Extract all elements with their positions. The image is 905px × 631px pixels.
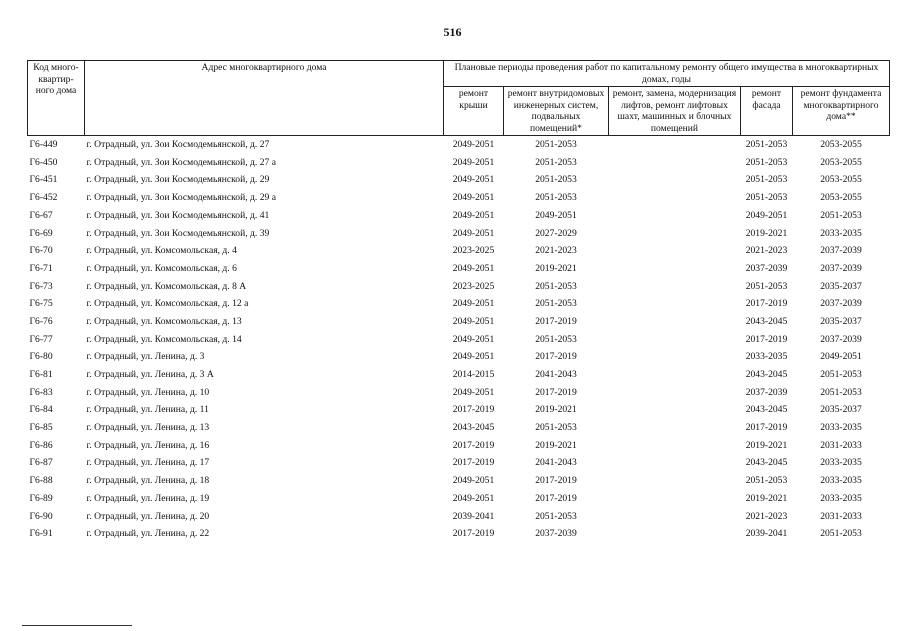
cell-address: г. Отрадный, ул. Ленина, д. 3	[86, 351, 205, 363]
cell-code: Г6-452	[29, 192, 58, 204]
table-row	[28, 507, 890, 525]
cell-elevators	[609, 313, 741, 331]
cell-facade: 2043-2045	[745, 315, 788, 327]
cell-systems: 2051-2053	[535, 422, 577, 434]
cell-elevators	[609, 171, 741, 189]
cell-roof: 2049-2051	[452, 262, 495, 274]
cell-code: Г6-69	[29, 227, 53, 239]
table-row	[28, 331, 890, 349]
cell-foundation: 2037-2039	[820, 333, 862, 345]
cell-address: г. Отрадный, ул. Комсомольская, д. 13	[86, 315, 242, 327]
cell-roof: 2049-2051	[452, 156, 495, 168]
cell-foundation: 2037-2039	[820, 245, 862, 257]
cell-code: Г6-75	[29, 298, 53, 310]
cell-systems: 2021-2023	[535, 245, 577, 257]
cell-systems: 2037-2039	[535, 528, 577, 540]
cell-facade: 2021-2023	[745, 245, 788, 257]
cell-systems: 2041-2043	[535, 457, 577, 469]
cell-elevators	[609, 525, 741, 543]
cell-roof: 2049-2051	[452, 298, 495, 310]
cell-code: Г6-80	[29, 351, 53, 363]
cell-code: Г6-90	[29, 510, 53, 522]
cell-roof: 2017-2019	[452, 404, 495, 416]
table-row	[28, 437, 890, 455]
cell-elevators	[609, 331, 741, 349]
cell-elevators	[609, 366, 741, 384]
cell-foundation: 2051-2053	[820, 528, 862, 540]
cell-facade: 2017-2019	[745, 298, 788, 310]
header-foundation: ремонт фундамента многоквартирного дома**	[793, 87, 890, 136]
cell-foundation: 2053-2055	[820, 174, 862, 186]
cell-systems: 2017-2019	[535, 475, 577, 487]
table-row	[28, 242, 890, 260]
cell-roof: 2023-2025	[452, 245, 495, 257]
cell-elevators	[609, 154, 741, 172]
cell-address: г. Отрадный, ул. Ленина, д. 22	[86, 528, 210, 540]
cell-address: г. Отрадный, ул. Ленина, д. 11	[86, 404, 209, 416]
cell-foundation: 2037-2039	[820, 262, 862, 274]
cell-roof: 2049-2051	[452, 209, 495, 221]
cell-roof: 2049-2051	[452, 315, 495, 327]
cell-foundation: 2035-2037	[820, 280, 862, 292]
cell-code: Г6-76	[29, 315, 53, 327]
header-periods-group: Плановые периоды проведения работ по капитальному ремонту общего имущества в многоквартирных домах, годы	[444, 61, 890, 87]
table-row	[28, 260, 890, 278]
cell-address: г. Отрадный, ул. Зои Космодемьянской, д. 27 а	[86, 156, 276, 168]
cell-address: г. Отрадный, ул. Комсомольская, д. 6	[86, 262, 237, 274]
cell-code: Г6-88	[29, 475, 53, 487]
cell-systems: 2041-2043	[535, 369, 577, 381]
cell-elevators	[609, 437, 741, 455]
header-address: Адрес многоквартирного дома	[85, 61, 444, 136]
cell-facade: 2033-2035	[745, 351, 788, 363]
cell-roof: 2049-2051	[452, 386, 495, 398]
cell-elevators	[609, 507, 741, 525]
cell-code: Г6-449	[29, 139, 58, 151]
cell-facade: 2019-2021	[745, 439, 788, 451]
table-row	[28, 278, 890, 296]
cell-elevators	[609, 260, 741, 278]
cell-address: г. Отрадный, ул. Ленина, д. 3 А	[86, 369, 214, 381]
cell-systems: 2051-2053	[535, 139, 577, 151]
cell-facade: 2037-2039	[745, 262, 788, 274]
header-facade: ремонт фасада	[741, 87, 793, 136]
cell-code: Г6-89	[29, 492, 53, 504]
cell-address: г. Отрадный, ул. Ленина, д. 17	[86, 457, 210, 469]
cell-elevators	[609, 348, 741, 366]
cell-facade: 2051-2053	[745, 156, 788, 168]
header-code: Код много- квартир- ного дома	[28, 61, 85, 136]
cell-facade: 2017-2019	[745, 333, 788, 345]
cell-foundation: 2031-2033	[820, 439, 862, 451]
cell-facade: 2017-2019	[745, 422, 788, 434]
cell-facade: 2037-2039	[745, 386, 788, 398]
cell-systems: 2051-2053	[535, 174, 577, 186]
cell-foundation: 2051-2053	[820, 369, 862, 381]
cell-facade: 2021-2023	[745, 510, 788, 522]
table-row	[28, 401, 890, 419]
table-row	[28, 154, 890, 172]
cell-elevators	[609, 189, 741, 207]
cell-foundation: 2035-2037	[820, 404, 862, 416]
cell-facade: 2051-2053	[745, 139, 788, 151]
cell-roof: 2023-2025	[452, 280, 495, 292]
footnote-divider	[22, 625, 132, 626]
cell-address: г. Отрадный, ул. Зои Космодемьянской, д. 39	[86, 227, 270, 239]
cell-address: г. Отрадный, ул. Зои Космодемьянской, д. 41	[86, 209, 270, 221]
cell-foundation: 2051-2053	[820, 386, 862, 398]
table-row	[28, 171, 890, 189]
cell-elevators	[609, 401, 741, 419]
cell-roof: 2049-2051	[452, 192, 495, 204]
cell-roof: 2017-2019	[452, 439, 495, 451]
cell-facade: 2019-2021	[745, 492, 788, 504]
cell-elevators	[609, 490, 741, 508]
cell-roof: 2014-2015	[452, 369, 495, 381]
cell-roof: 2049-2051	[452, 492, 495, 504]
header-systems: ремонт внутридомовых инженерных систем, подвальных помещений*	[504, 87, 609, 136]
cell-roof: 2017-2019	[452, 528, 495, 540]
cell-code: Г6-86	[29, 439, 53, 451]
cell-address: г. Отрадный, ул. Ленина, д. 18	[86, 475, 210, 487]
cell-facade: 2043-2045	[745, 369, 788, 381]
cell-address: г. Отрадный, ул. Комсомольская, д. 4	[86, 245, 237, 257]
cell-facade: 2039-2041	[745, 528, 788, 540]
cell-foundation: 2053-2055	[820, 192, 862, 204]
cell-address: г. Отрадный, ул. Ленина, д. 10	[86, 386, 210, 398]
cell-foundation: 2033-2035	[820, 422, 862, 434]
cell-elevators	[609, 472, 741, 490]
cell-address: г. Отрадный, ул. Зои Космодемьянской, д. 29 а	[86, 192, 276, 204]
header-roof: ремонт крыши	[444, 87, 504, 136]
cell-elevators	[609, 295, 741, 313]
cell-facade: 2043-2045	[745, 457, 788, 469]
cell-roof: 2049-2051	[452, 139, 495, 151]
cell-elevators	[609, 419, 741, 437]
cell-elevators	[609, 242, 741, 260]
cell-code: Г6-71	[29, 262, 53, 274]
cell-systems: 2017-2019	[535, 492, 577, 504]
cell-address: г. Отрадный, ул. Ленина, д. 16	[86, 439, 210, 451]
cell-code: Г6-67	[29, 209, 53, 221]
cell-address: г. Отрадный, ул. Ленина, д. 13	[86, 422, 210, 434]
cell-elevators	[609, 278, 741, 296]
cell-address: г. Отрадный, ул. Зои Космодемьянской, д. 29	[86, 174, 270, 186]
cell-foundation: 2049-2051	[820, 351, 862, 363]
table-row	[28, 207, 890, 225]
cell-elevators	[609, 224, 741, 242]
cell-roof: 2017-2019	[452, 457, 495, 469]
cell-foundation: 2037-2039	[820, 298, 862, 310]
cell-code: Г6-70	[29, 245, 53, 257]
cell-code: Г6-451	[29, 174, 58, 186]
cell-foundation: 2031-2033	[820, 510, 862, 522]
cell-systems: 2017-2019	[535, 315, 577, 327]
cell-code: Г6-83	[29, 386, 53, 398]
cell-address: г. Отрадный, ул. Комсомольская, д. 8 А	[86, 280, 247, 292]
table-row	[28, 313, 890, 331]
cell-roof: 2049-2051	[452, 227, 495, 239]
table-row	[28, 419, 890, 437]
cell-foundation: 2033-2035	[820, 227, 862, 239]
table-header	[28, 61, 890, 136]
cell-systems: 2017-2019	[535, 351, 577, 363]
cell-address: г. Отрадный, ул. Комсомольская, д. 12 а	[86, 298, 249, 310]
cell-foundation: 2033-2035	[820, 492, 862, 504]
cell-systems: 2049-2051	[535, 209, 577, 221]
cell-foundation: 2051-2053	[820, 209, 862, 221]
cell-address: г. Отрадный, ул. Комсомольская, д. 14	[86, 333, 242, 345]
table-row	[28, 384, 890, 402]
cell-systems: 2051-2053	[535, 280, 577, 292]
table-row	[28, 136, 890, 154]
cell-systems: 2051-2053	[535, 156, 577, 168]
cell-foundation: 2033-2035	[820, 457, 862, 469]
cell-elevators	[609, 454, 741, 472]
table-row	[28, 472, 890, 490]
cell-code: Г6-450	[29, 156, 58, 168]
cell-code: Г6-77	[29, 333, 53, 345]
cell-foundation: 2053-2055	[820, 139, 862, 151]
table-body	[28, 136, 890, 543]
table-row	[28, 366, 890, 384]
cell-systems: 2051-2053	[535, 298, 577, 310]
cell-address: г. Отрадный, ул. Ленина, д. 19	[86, 492, 210, 504]
table-row	[28, 454, 890, 472]
cell-roof: 2049-2051	[452, 475, 495, 487]
cell-code: Г6-85	[29, 422, 53, 434]
cell-foundation: 2033-2035	[820, 475, 862, 487]
cell-systems: 2051-2053	[535, 333, 577, 345]
cell-roof: 2049-2051	[452, 174, 495, 186]
cell-roof: 2039-2041	[452, 510, 495, 522]
cell-code: Г6-81	[29, 369, 53, 381]
cell-facade: 2043-2045	[745, 404, 788, 416]
capital-repair-table	[27, 60, 890, 543]
cell-facade: 2051-2053	[745, 192, 788, 204]
cell-facade: 2051-2053	[745, 280, 788, 292]
cell-systems: 2017-2019	[535, 386, 577, 398]
table-row	[28, 525, 890, 543]
cell-foundation: 2053-2055	[820, 156, 862, 168]
cell-code: Г6-84	[29, 404, 53, 416]
table-row	[28, 348, 890, 366]
cell-facade: 2051-2053	[745, 174, 788, 186]
cell-systems: 2019-2021	[535, 404, 577, 416]
cell-roof: 2043-2045	[452, 422, 495, 434]
cell-code: Г6-87	[29, 457, 53, 469]
cell-systems: 2051-2053	[535, 192, 577, 204]
table-row	[28, 295, 890, 313]
cell-code: Г6-73	[29, 280, 53, 292]
cell-elevators	[609, 207, 741, 225]
cell-foundation: 2035-2037	[820, 315, 862, 327]
cell-elevators	[609, 384, 741, 402]
table-row	[28, 490, 890, 508]
cell-roof: 2049-2051	[452, 351, 495, 363]
page-number: 516	[443, 25, 462, 39]
cell-facade: 2051-2053	[745, 475, 788, 487]
cell-address: г. Отрадный, ул. Зои Космодемьянской, д. 27	[86, 139, 270, 151]
table-row	[28, 224, 890, 242]
cell-systems: 2019-2021	[535, 439, 577, 451]
cell-roof: 2049-2051	[452, 333, 495, 345]
cell-address: г. Отрадный, ул. Ленина, д. 20	[86, 510, 210, 522]
cell-systems: 2019-2021	[535, 262, 577, 274]
cell-systems: 2051-2053	[535, 510, 577, 522]
cell-systems: 2027-2029	[535, 227, 577, 239]
cell-code: Г6-91	[29, 528, 53, 540]
table-row	[28, 189, 890, 207]
cell-facade: 2049-2051	[745, 209, 788, 221]
cell-elevators	[609, 136, 741, 154]
header-elevators: ремонт, замена, модернизация лифтов, ремонт лифтовых шахт, машинных и блочных помещений	[609, 87, 741, 136]
cell-facade: 2019-2021	[745, 227, 788, 239]
